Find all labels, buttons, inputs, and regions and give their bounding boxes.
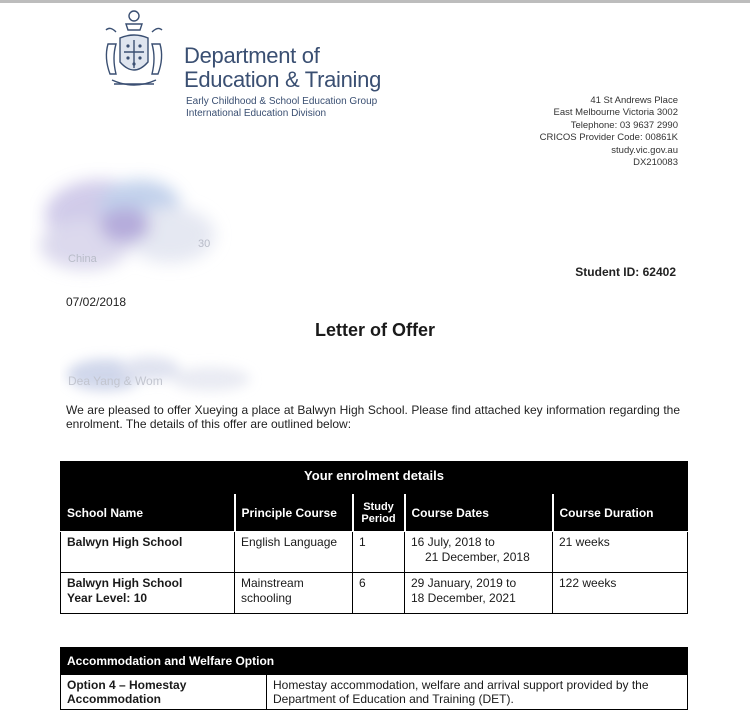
letter-title: Letter of Offer (314, 320, 435, 340)
cell-course: Mainstream schooling (235, 573, 353, 614)
department-subheading (186, 96, 377, 120)
page-top-edge (0, 0, 750, 3)
column-header-course-duration: Course Duration (553, 495, 688, 532)
recipient-country: China (68, 253, 97, 265)
department-division: International Education Division (186, 108, 327, 119)
column-header-study-period: Study Period (353, 495, 405, 532)
address-line: study.vic.gov.au (611, 144, 678, 156)
cell-course: English Language (235, 532, 353, 573)
accommodation-table-heading: Accommodation and Welfare Option (61, 648, 688, 675)
victoria-coat-of-arms-logo (98, 8, 170, 94)
table-row (61, 675, 688, 710)
department-name-line2: Education & Training (184, 67, 382, 92)
accommodation-table (60, 647, 688, 710)
department-name-line1: Department of (184, 43, 320, 68)
cell-school-name (61, 532, 235, 573)
school-name: Balwyn High School (67, 535, 183, 549)
address-line: DX210083 (633, 157, 678, 169)
cell-course-duration: 21 weeks (553, 532, 688, 573)
course-dates-start: 16 July, 2018 to (411, 535, 495, 549)
enrolment-table-heading: Your enrolment details (61, 462, 688, 495)
cell-course-dates (405, 532, 553, 573)
table-row (61, 573, 688, 614)
column-header-school-name: School Name (61, 495, 235, 532)
cell-study-period: 1 (353, 532, 405, 573)
recipient-postcode-fragment: 30 (198, 238, 211, 250)
redacted-recipient-address (30, 160, 240, 290)
address-line: Telephone: 03 9637 2990 (570, 119, 678, 131)
letter-date: 07/02/2018 (66, 295, 127, 309)
address-line: CRICOS Provider Code: 00861K (539, 132, 678, 144)
enrolment-table-banner (61, 462, 688, 495)
school-name: Balwyn High School (67, 576, 183, 590)
salutation: Dea Yang & Wom (68, 374, 163, 388)
accommodation-option: Option 4 – Homestay Accommodation (61, 675, 267, 710)
year-level: Year Level: 10 (67, 591, 148, 605)
cell-course-duration: 122 weeks (553, 573, 688, 614)
department-name (184, 44, 381, 92)
address-line: East Melbourne Victoria 3002 (553, 107, 678, 119)
course-dates-end: 21 December, 2018 (425, 550, 530, 564)
intro-paragraph: We are pleased to offer Xueying a place at Balwyn High School. Please find attached key information regarding the enrolment. The details of this offer are outlined below: (66, 403, 680, 431)
department-address (540, 95, 678, 169)
course-dates-end: 18 December, 2021 (411, 591, 516, 605)
student-id: Student ID: 62402 (575, 265, 676, 279)
course-dates-start: 29 January, 2019 to (411, 576, 517, 590)
cell-study-period: 6 (353, 573, 405, 614)
accommodation-description: Homestay accommodation, welfare and arrival support provided by the Department of Education and Training (DET). (267, 675, 688, 710)
cell-school-name (61, 573, 235, 614)
address-line: 41 St Andrews Place (590, 95, 678, 106)
table-row (61, 532, 688, 573)
column-header-principle-course: Principle Course (235, 495, 353, 532)
enrolment-details-table (60, 461, 688, 614)
enrolment-table-header-row (61, 495, 688, 532)
department-group: Early Childhood & School Education Group (186, 96, 378, 107)
cell-course-dates (405, 573, 553, 614)
column-header-course-dates: Course Dates (405, 495, 553, 532)
